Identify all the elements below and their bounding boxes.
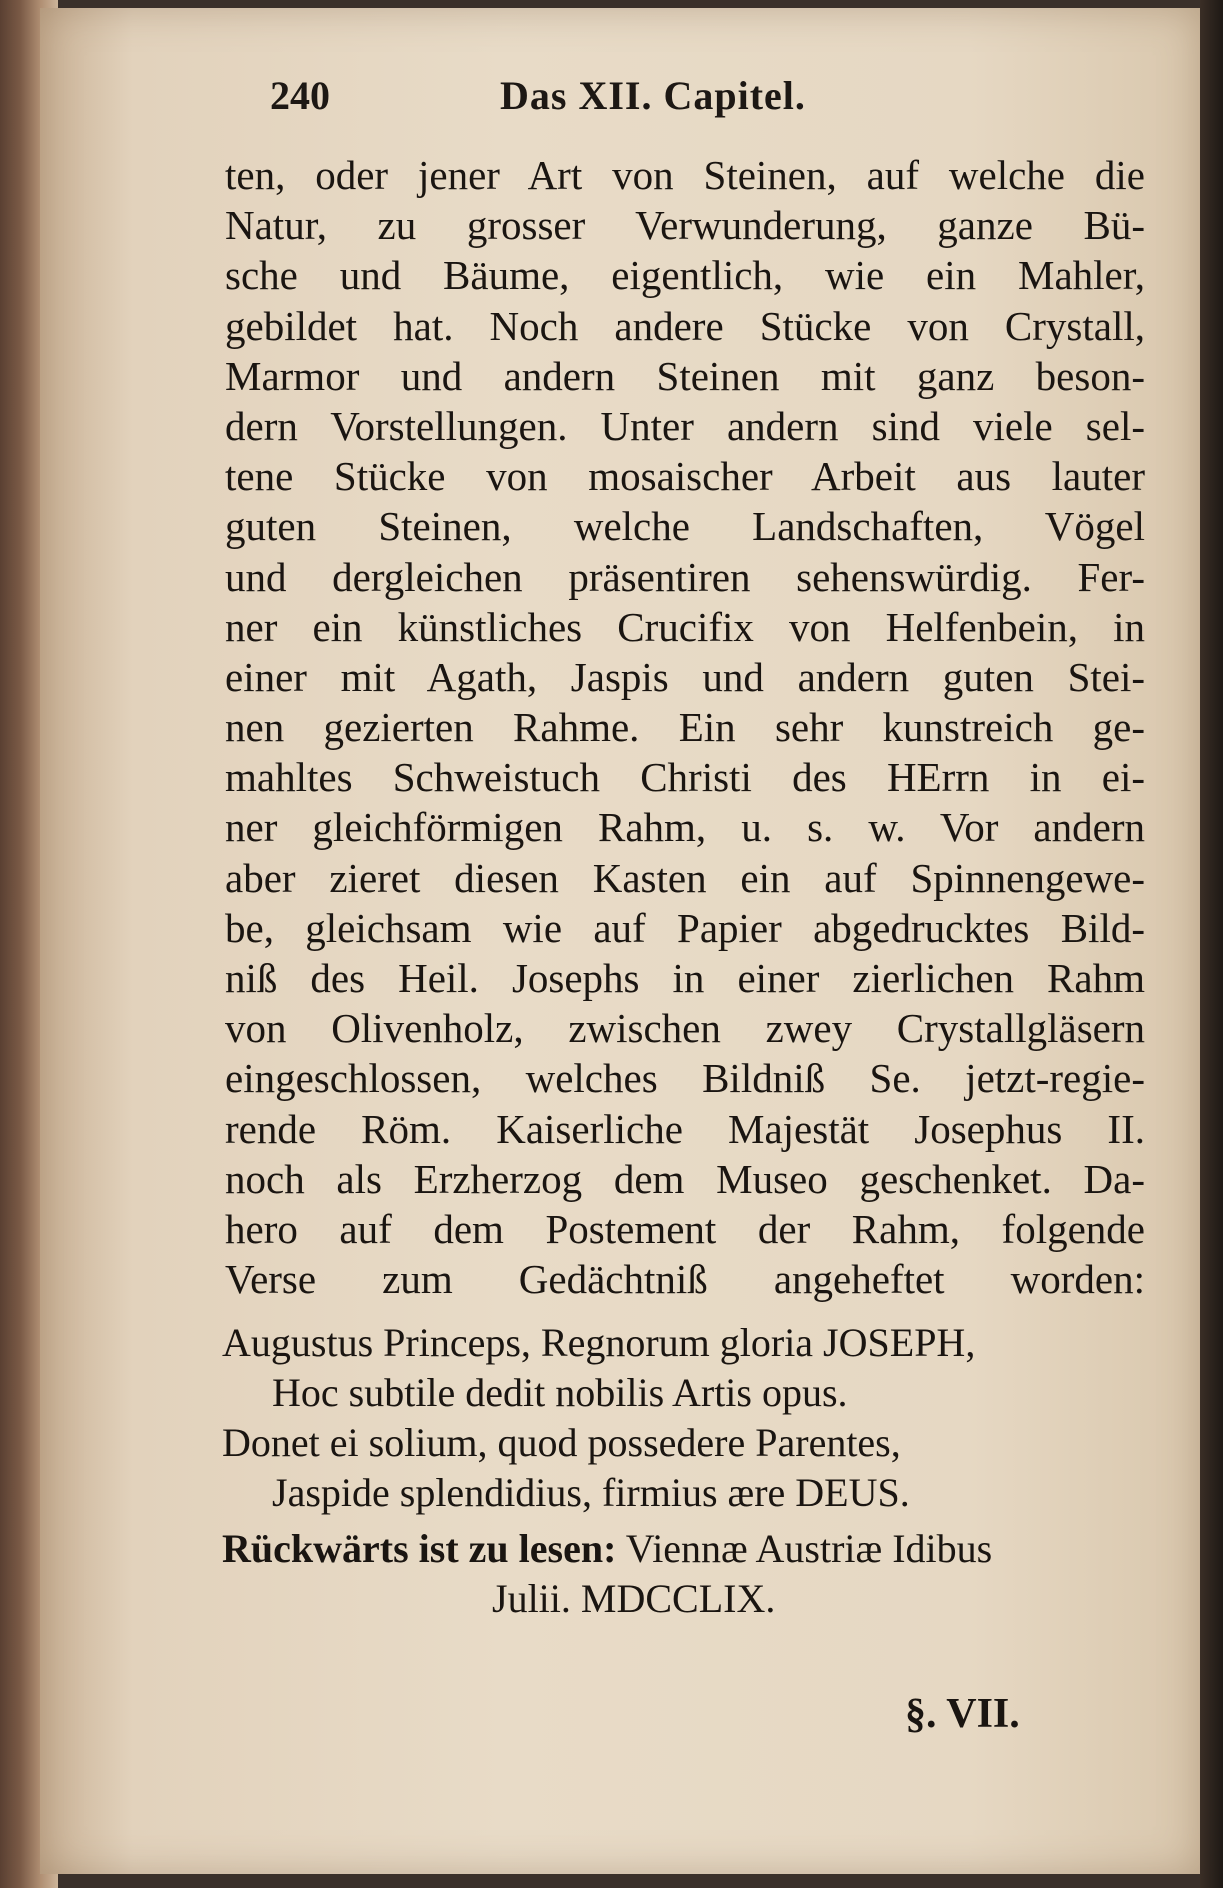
reverse-date: Julii. MDCCLIX. [492, 1576, 776, 1621]
text-line: eingeschlossen, welches Bildniß Se. jetzt-regie- [225, 1055, 1145, 1102]
text-line: rende Röm. Kaiserliche Majestät Josephus II. [225, 1105, 1145, 1152]
catchword: §. VII. [905, 1691, 1020, 1737]
reverse-label: Rückwärts ist zu lesen: [222, 1526, 617, 1571]
verse-line: Augustus Princeps, Regnorum gloria JOSEPH, [222, 1320, 976, 1365]
verse-line: Jaspide splendidius, firmius ære DEUS. [272, 1470, 910, 1515]
text-line: be, gleichsam wie auf Papier abgedrucktes Bild- [225, 904, 1145, 951]
scan-edge [1200, 0, 1223, 1888]
text-line: Verse zum Gedächtniß angeheftet worden: [225, 1256, 1145, 1303]
text-line: Marmor und andern Steinen mit ganz beson- [225, 352, 1145, 399]
page-header [270, 72, 970, 132]
text-line: aber zieret diesen Kasten ein auf Spinnengewe- [225, 854, 1145, 901]
text-line: sche und Bäume, eigentlich, wie ein Mahler, [225, 252, 1145, 299]
text-line: dern Vorstellungen. Unter andern sind viele sel- [225, 402, 1145, 449]
text-line: Natur, zu grosser Verwunderung, ganze Bü- [225, 202, 1145, 249]
reverse-text: Viennæ Austriæ Idibus [625, 1526, 993, 1571]
reverse-inscription-line [222, 1524, 1162, 1574]
text-line: ner ein künstliches Crucifix von Helfenbein, in [225, 603, 1145, 650]
text-line: guten Steinen, welche Landschaften, Vögel [225, 503, 1145, 550]
reverse-inscription [222, 1524, 1162, 1624]
text-line: noch als Erzherzog dem Museo geschenket. Da- [225, 1155, 1145, 1202]
latin-verse [222, 1318, 1162, 1518]
text-line: gebildet hat. Noch andere Stücke von Crystall, [225, 302, 1145, 349]
page-number: 240 [270, 73, 330, 118]
text-line: und dergleichen präsentiren sehenswürdig. Fer- [225, 553, 1145, 600]
text-line: ner gleichförmigen Rahm, u. s. w. Vor andern [225, 804, 1145, 851]
text-line: nen gezierten Rahme. Ein sehr kunstreich ge- [225, 704, 1145, 751]
text-line: niß des Heil. Josephs in einer zierlichen Rahm [225, 955, 1145, 1001]
text-line: tene Stücke von mosaischer Arbeit aus lauter [225, 453, 1145, 500]
body-text [225, 150, 1145, 1304]
text-line: ten, oder jener Art von Steinen, auf welche die [225, 152, 1145, 198]
text-line: von Olivenholz, zwischen zwey Crystallgläsern [225, 1005, 1145, 1052]
verse-line: Hoc subtile dedit nobilis Artis opus. [272, 1370, 848, 1415]
text-line: mahltes Schweistuch Christi des HErrn in ei- [225, 754, 1145, 801]
text-line: einer mit Agath, Jaspis und andern guten Stei- [225, 653, 1145, 700]
text-line: hero auf dem Postement der Rahm, folgende [225, 1205, 1145, 1252]
verse-line: Donet ei solium, quod possedere Parentes, [222, 1420, 901, 1465]
running-title: Das XII. Capitel. [500, 73, 806, 118]
